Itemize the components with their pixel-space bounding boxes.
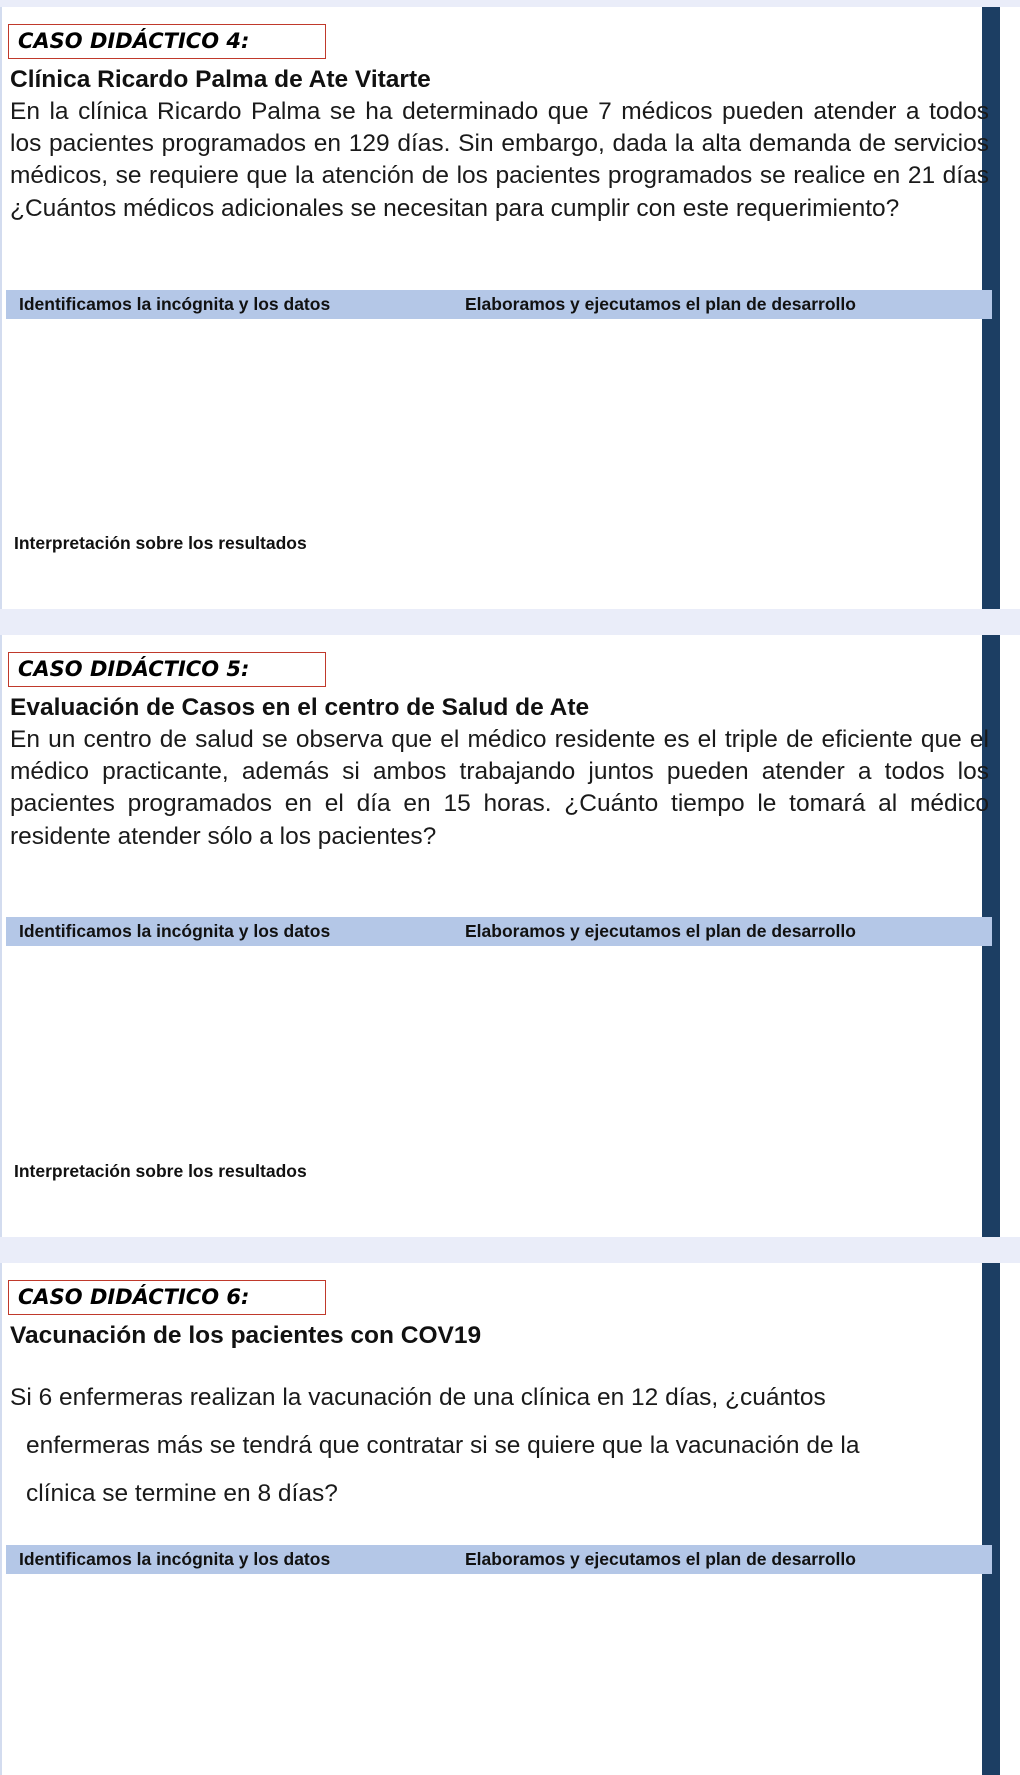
- header-identify-label: Identificamos la incógnita y los datos: [19, 921, 331, 941]
- case-tag: CASO DIDÁCTICO 4:: [8, 24, 326, 59]
- section-header-bar: [6, 1545, 992, 1574]
- page-gap-top: [0, 0, 1020, 7]
- case-tag: CASO DIDÁCTICO 5:: [8, 652, 326, 687]
- slide-side-bar: [982, 1263, 1000, 1775]
- page-gap: [0, 1237, 1020, 1263]
- problem-line: clínica se termine en 8 días?: [26, 1480, 338, 1507]
- interpretation-label: Interpretación sobre los resultados: [14, 1161, 307, 1181]
- page-gap: [0, 609, 1020, 635]
- problem-line: enfermeras más se tendrá que contratar si se quiere que la vacunación de la: [26, 1432, 860, 1459]
- case-title: Clínica Ricardo Palma de Ate Vitarte: [10, 66, 431, 93]
- case-problem-text: En la clínica Ricardo Palma se ha determinado que 7 médicos pueden atender a todos los pacientes programados en 129 días. Sin embargo, dada la alta demanda de servicios médicos, se requiere que la atención de los pacientes programados se realice en 21 días ¿Cuántos médicos adicionales se necesitan para cumplir con este requerimiento?: [10, 98, 989, 222]
- header-plan-label: Elaboramos y ejecutamos el plan de desarrollo: [465, 1549, 856, 1569]
- section-header-bar: [6, 917, 992, 946]
- case-slide-6: [0, 1263, 1000, 1775]
- problem-line: Si 6 enfermeras realizan la vacunación de una clínica en 12 días, ¿cuántos: [10, 1384, 826, 1411]
- header-identify-label: Identificamos la incógnita y los datos: [19, 1549, 331, 1569]
- case-title: Vacunación de los pacientes con COV19: [10, 1322, 482, 1349]
- case-slide-4: [0, 7, 1000, 609]
- case-tag: CASO DIDÁCTICO 6:: [8, 1280, 326, 1315]
- interpretation-label: Interpretación sobre los resultados: [14, 533, 307, 553]
- header-plan-label: Elaboramos y ejecutamos el plan de desarrollo: [465, 294, 856, 314]
- header-plan-label: Elaboramos y ejecutamos el plan de desarrollo: [465, 921, 856, 941]
- section-header-bar: [6, 290, 992, 319]
- case-problem-text: En un centro de salud se observa que el médico residente es el triple de eficiente que el médico practicante, además si ambos trabajando juntos pueden atender a todos los pacientes programados en el día en 15 horas. ¿Cuánto tiempo le tomará al médico residente atender sólo a los pacientes?: [10, 726, 989, 850]
- case-title: Evaluación de Casos en el centro de Salud de Ate: [10, 694, 590, 721]
- header-identify-label: Identificamos la incógnita y los datos: [19, 294, 331, 314]
- case-slide-5: [0, 635, 1000, 1237]
- case-problem-text: [10, 1374, 970, 1518]
